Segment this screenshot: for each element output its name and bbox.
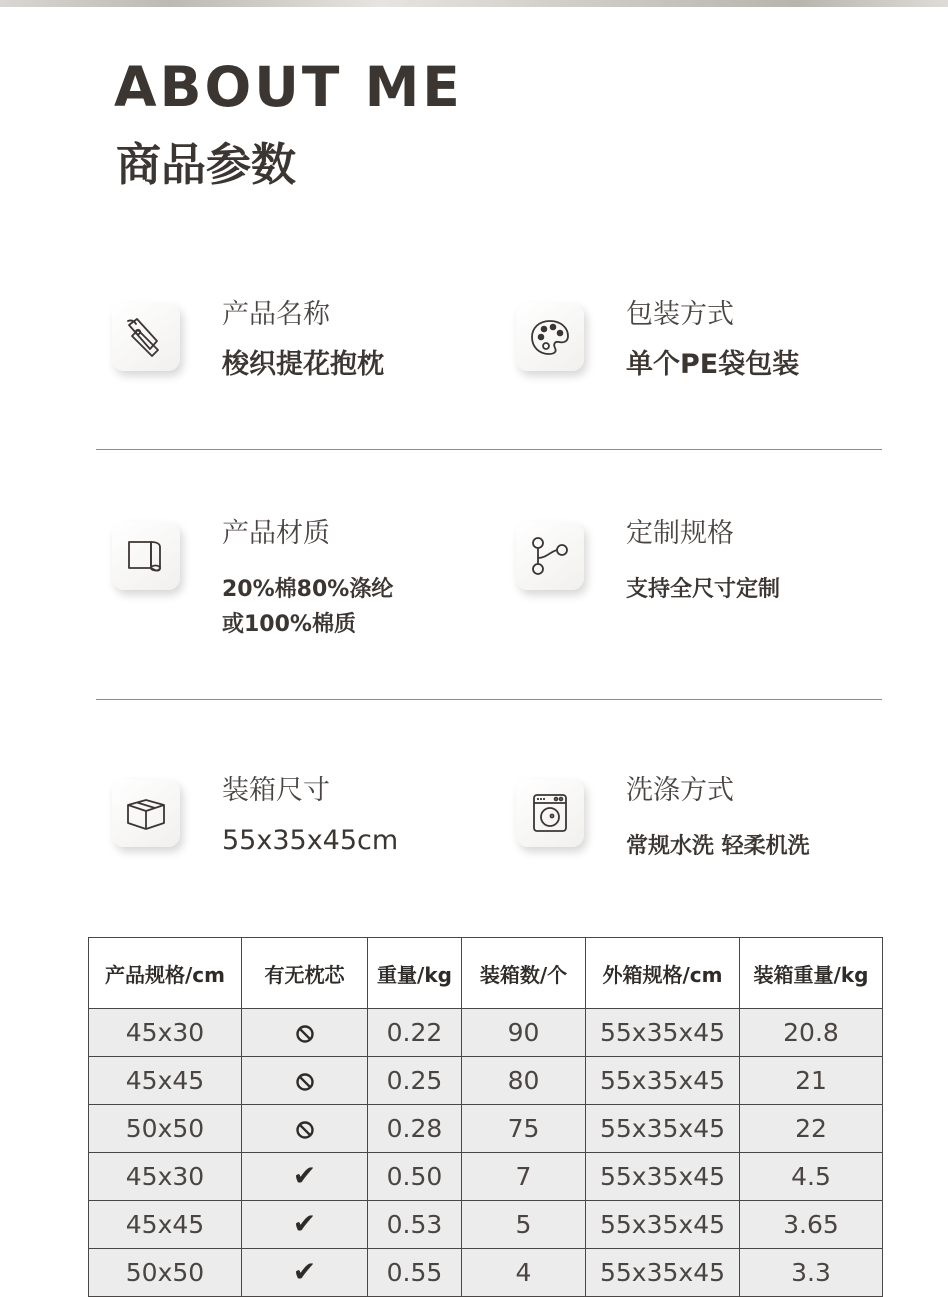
- count-cell: 7: [462, 1153, 586, 1201]
- box-cell: 55x35x45: [586, 1153, 740, 1201]
- param-value-line: 或100%棉质: [222, 612, 356, 637]
- count-cell: 90: [462, 1009, 586, 1057]
- check-icon: ✔: [292, 1255, 317, 1288]
- column-header: 重量/kg: [368, 938, 462, 1009]
- weight-cell: 0.53: [368, 1201, 462, 1249]
- box-cell: 55x35x45: [586, 1201, 740, 1249]
- count-cell: 4: [462, 1249, 586, 1297]
- param-label: 产品名称: [222, 299, 330, 330]
- param-label: 产品材质: [222, 518, 330, 549]
- insert-cell: [242, 1105, 368, 1153]
- box-weight-cell: 20.8: [740, 1009, 883, 1057]
- price-tag-icon: [124, 315, 168, 359]
- table-row: [89, 1009, 883, 1057]
- palette-icon-box: [516, 303, 584, 371]
- price-tag-icon-box: [112, 303, 180, 371]
- branch-nodes-icon-box: [516, 522, 584, 590]
- box-weight-cell: 3.3: [740, 1249, 883, 1297]
- weight-cell: 0.22: [368, 1009, 462, 1057]
- param-value: [626, 349, 799, 381]
- param-value-line: 梭织提花抱枕: [222, 349, 384, 380]
- insert-cell: [242, 1201, 368, 1249]
- count-cell: 75: [462, 1105, 586, 1153]
- insert-cell: [242, 1249, 368, 1297]
- box-weight-cell: 4.5: [740, 1153, 883, 1201]
- size-cell: 50x50: [89, 1105, 242, 1153]
- table-header-row: [89, 938, 883, 1009]
- param-value: [626, 572, 780, 607]
- insert-cell: [242, 1009, 368, 1057]
- divider: [96, 699, 882, 700]
- weight-cell: 0.55: [368, 1249, 462, 1297]
- table-row: [89, 1057, 883, 1105]
- table-row: [89, 1249, 883, 1297]
- box-cell: 55x35x45: [586, 1249, 740, 1297]
- param-value-line: 55x35x45cm: [222, 825, 399, 856]
- param-customization: [516, 518, 896, 672]
- param-value-line: 常规水洗 轻柔机洗: [626, 834, 810, 859]
- param-label: 定制规格: [626, 518, 734, 549]
- box-icon: [124, 791, 168, 835]
- fabric-roll-icon-box: [112, 522, 180, 590]
- column-header: 外箱规格/cm: [586, 938, 740, 1009]
- box-weight-cell: 21: [740, 1057, 883, 1105]
- spec-table: [88, 937, 883, 1297]
- param-value: [222, 349, 384, 381]
- top-photo-strip: [0, 0, 948, 7]
- weight-cell: 0.28: [368, 1105, 462, 1153]
- param-label: 洗涤方式: [626, 775, 734, 806]
- box-cell: 55x35x45: [586, 1105, 740, 1153]
- no-insert-icon: [295, 1024, 315, 1044]
- weight-cell: 0.50: [368, 1153, 462, 1201]
- box-cell: 55x35x45: [586, 1009, 740, 1057]
- branch-nodes-icon: [528, 534, 572, 578]
- fabric-roll-icon: [124, 534, 168, 578]
- palette-icon: [528, 315, 572, 359]
- param-value: [222, 825, 398, 857]
- table-row: [89, 1201, 883, 1249]
- table-row: [89, 1105, 883, 1153]
- param-material: [112, 518, 492, 672]
- param-washing: [516, 775, 896, 929]
- insert-cell: [242, 1057, 368, 1105]
- column-header: 装箱数/个: [462, 938, 586, 1009]
- column-header: 产品规格/cm: [89, 938, 242, 1009]
- size-cell: 45x45: [89, 1057, 242, 1105]
- insert-cell: [242, 1153, 368, 1201]
- box-weight-cell: 3.65: [740, 1201, 883, 1249]
- count-cell: 80: [462, 1057, 586, 1105]
- box-icon-box: [112, 779, 180, 847]
- no-insert-icon: [295, 1120, 315, 1140]
- washing-machine-icon: [528, 791, 572, 835]
- box-weight-cell: 22: [740, 1105, 883, 1153]
- size-cell: 50x50: [89, 1249, 242, 1297]
- param-label: 装箱尺寸: [222, 775, 330, 806]
- column-header: 有无枕芯: [242, 938, 368, 1009]
- size-cell: 45x30: [89, 1153, 242, 1201]
- param-value-line: 支持全尺寸定制: [626, 577, 781, 602]
- param-product-name: [112, 299, 492, 453]
- param-value-line: 20%棉80%涤纶: [222, 577, 394, 602]
- page-title-en: ABOUT ME: [114, 55, 463, 119]
- param-box-size: [112, 775, 492, 929]
- washing-machine-icon-box: [516, 779, 584, 847]
- count-cell: 5: [462, 1201, 586, 1249]
- weight-cell: 0.25: [368, 1057, 462, 1105]
- param-value-line: 单个PE袋包装: [626, 349, 800, 380]
- column-header: 装箱重量/kg: [740, 938, 883, 1009]
- size-cell: 45x45: [89, 1201, 242, 1249]
- param-label: 包装方式: [626, 299, 734, 330]
- page-title-cn: 商品参数: [116, 138, 297, 191]
- no-insert-icon: [295, 1072, 315, 1092]
- box-cell: 55x35x45: [586, 1057, 740, 1105]
- divider: [96, 449, 882, 450]
- param-packaging: [516, 299, 896, 453]
- param-value: [626, 829, 810, 864]
- size-cell: 45x30: [89, 1009, 242, 1057]
- check-icon: ✔: [292, 1207, 317, 1240]
- table-row: [89, 1153, 883, 1201]
- check-icon: ✔: [292, 1159, 317, 1192]
- param-value: [222, 572, 393, 642]
